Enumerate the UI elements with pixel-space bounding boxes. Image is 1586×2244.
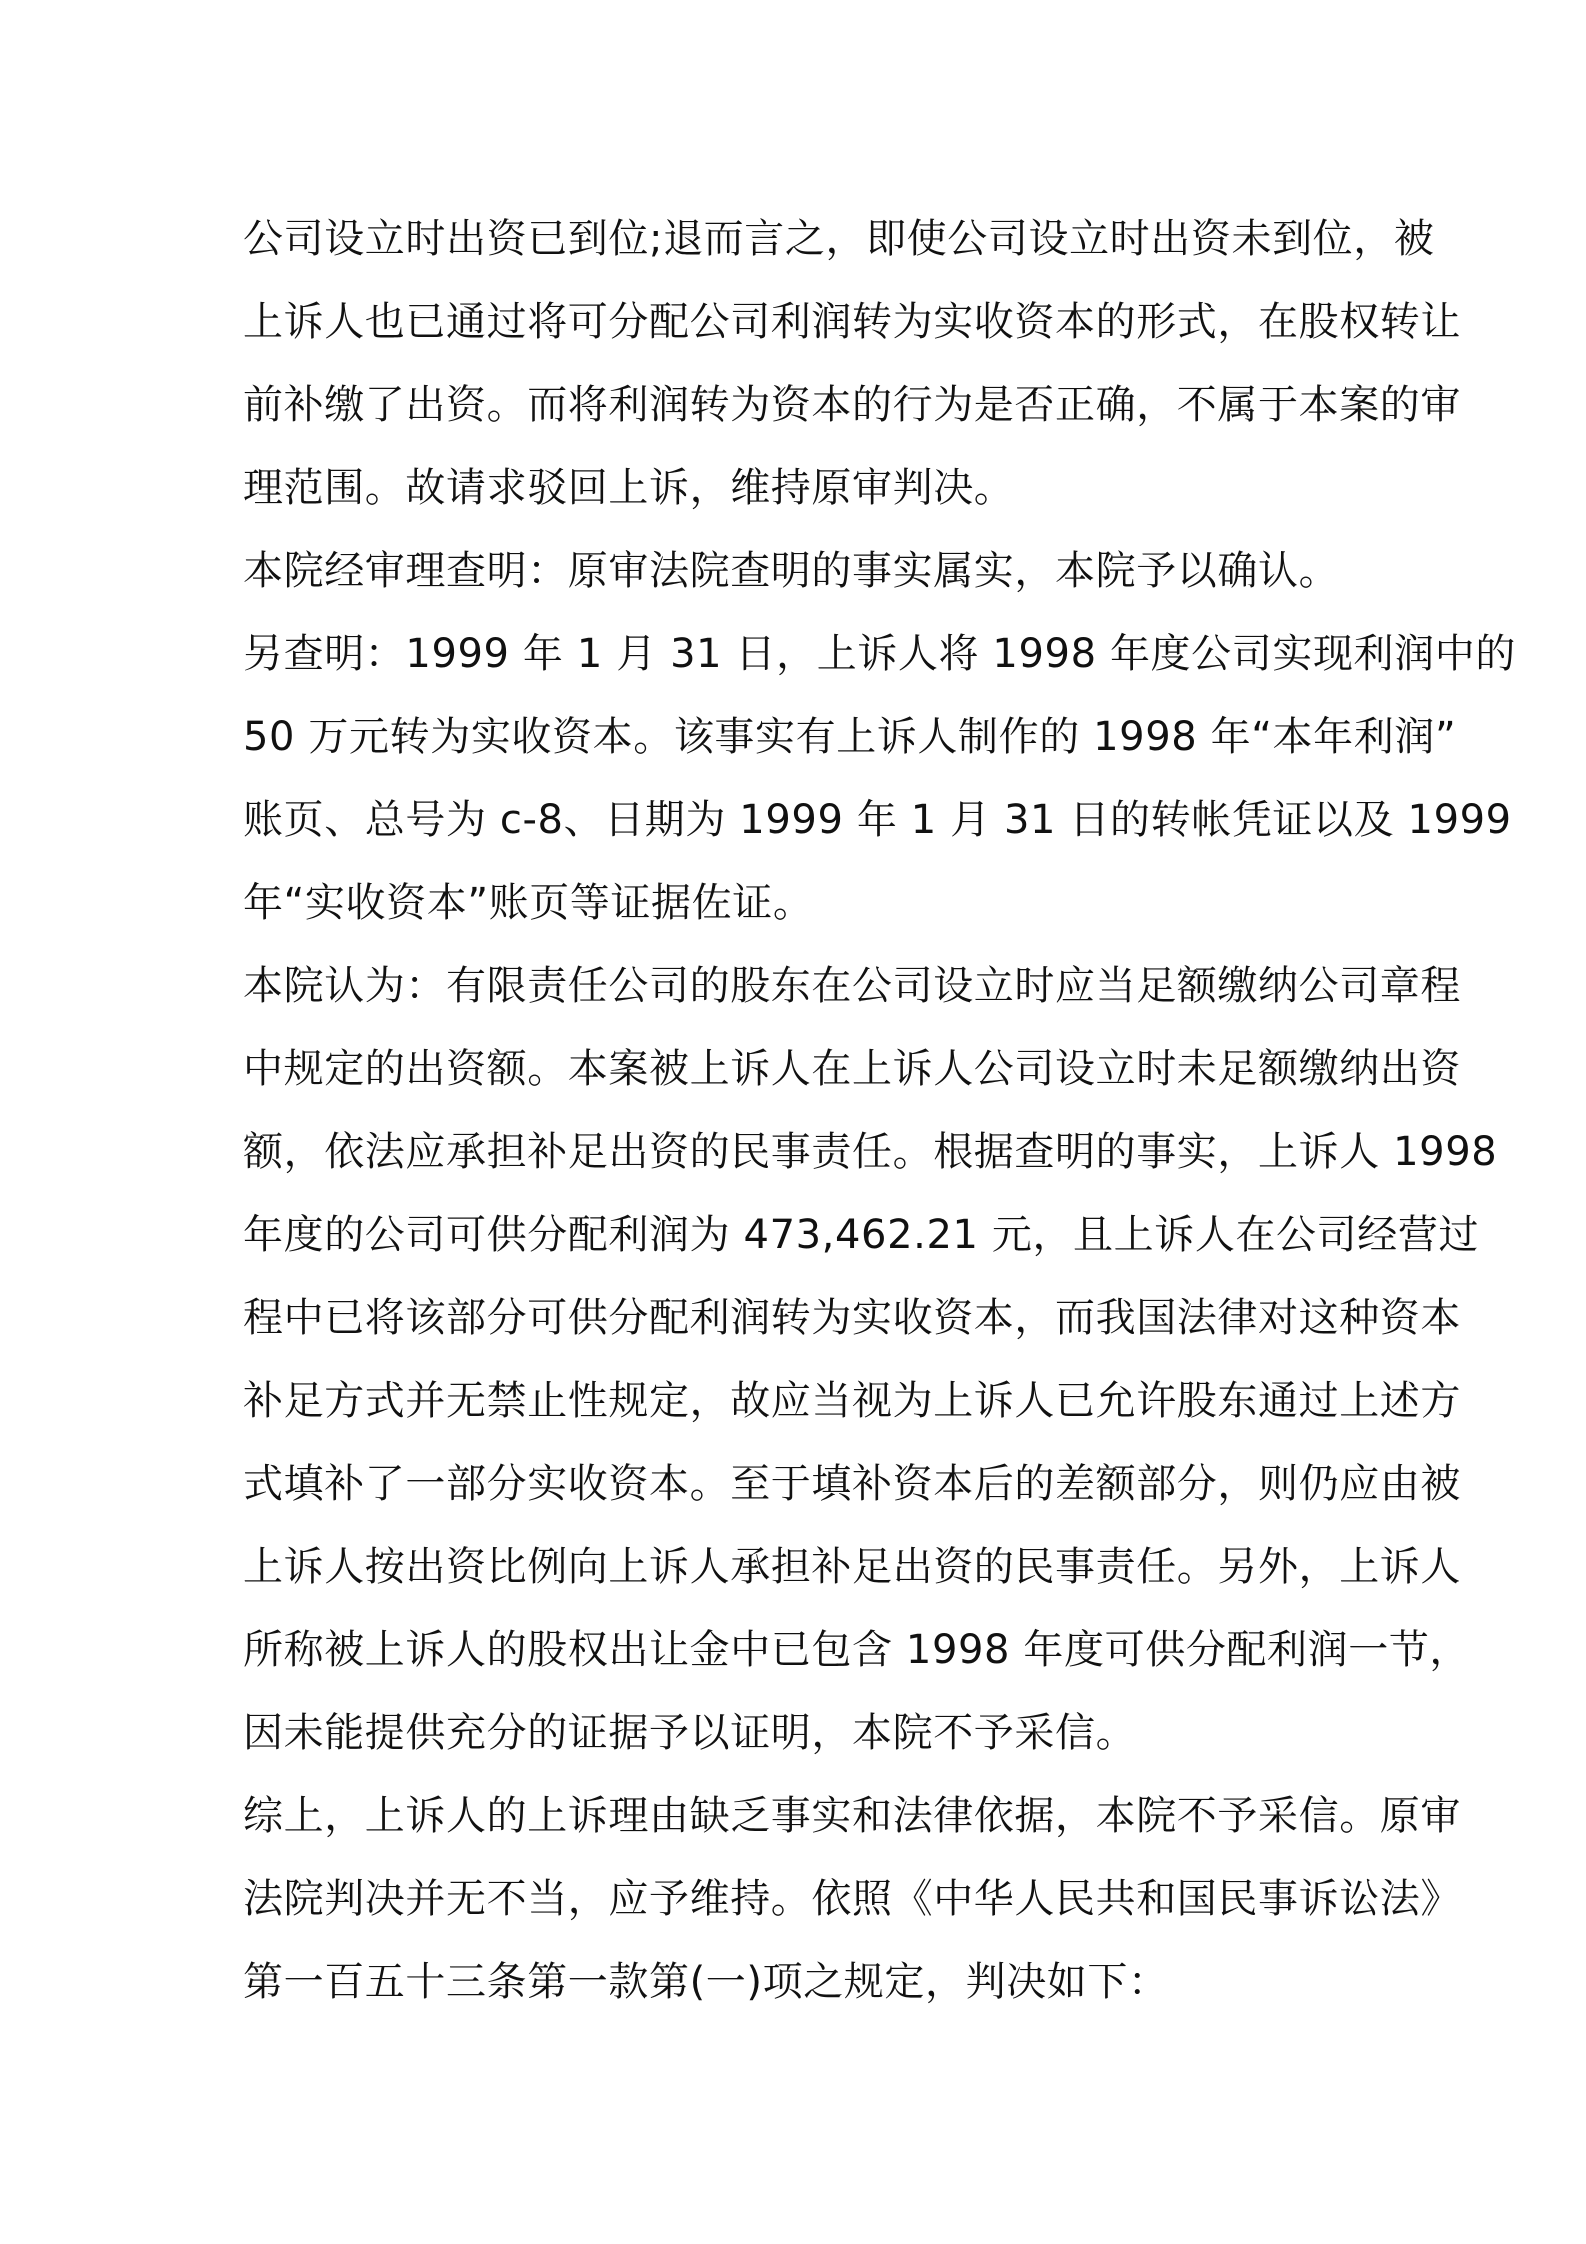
text-line: 上诉人按出资比例向上诉人承担补足出资的民事责任。另外，上诉人	[243, 1544, 1461, 1590]
text-line: 中规定的出资额。本案被上诉人在上诉人公司设立时未足额缴纳出资	[243, 1046, 1461, 1092]
text-line: 公司设立时出资已到位;退而言之，即使公司设立时出资未到位，被	[243, 216, 1435, 262]
text-line: 法院判决并无不当，应予维持。依照《中华人民共和国民事诉讼法》	[243, 1876, 1461, 1922]
document-body	[243, 198, 1516, 2024]
text-line: 本院认为：有限责任公司的股东在公司设立时应当足额缴纳公司章程	[243, 963, 1461, 1009]
text-line: 程中已将该部分可供分配利润转为实收资本，而我国法律对这种资本	[243, 1295, 1461, 1341]
text-line: 额，依法应承担补足出资的民事责任。根据查明的事实，上诉人 1998	[243, 1129, 1498, 1175]
text-line: 另查明：1999 年 1 月 31 日，上诉人将 1998 年度公司实现利润中的	[243, 631, 1516, 677]
text-line: 50 万元转为实收资本。该事实有上诉人制作的 1998 年“本年利润”	[243, 714, 1457, 760]
text-line: 上诉人也已通过将可分配公司利润转为实收资本的形式，在股权转让	[243, 299, 1461, 345]
text-line: 年“实收资本”账页等证据佐证。	[243, 880, 814, 926]
text-line: 综上，上诉人的上诉理由缺乏事实和法律依据，本院不予采信。原审	[243, 1793, 1461, 1839]
text-line: 式填补了一部分实收资本。至于填补资本后的差额部分，则仍应由被	[243, 1461, 1461, 1507]
text-line: 前补缴了出资。而将利润转为资本的行为是否正确，不属于本案的审	[243, 382, 1461, 428]
text-line: 第一百五十三条第一款第(一)项之规定，判决如下：	[243, 1959, 1169, 2005]
text-line: 理范围。故请求驳回上诉，维持原审判决。	[243, 465, 1015, 511]
text-line: 所称被上诉人的股权出让金中已包含 1998 年度可供分配利润一节，	[243, 1627, 1471, 1673]
text-line: 账页、总号为 c-8、日期为 1999 年 1 月 31 日的转帐凭证以及 1999	[243, 797, 1512, 843]
text-line: 补足方式并无禁止性规定，故应当视为上诉人已允许股东通过上述方	[243, 1378, 1461, 1424]
text-line: 因未能提供充分的证据予以证明，本院不予采信。	[243, 1710, 1137, 1756]
text-line: 本院经审理查明：原审法院查明的事实属实，本院予以确认。	[243, 548, 1340, 594]
text-line: 年度的公司可供分配利润为 473,462.21 元，且上诉人在公司经营过	[243, 1212, 1480, 1258]
